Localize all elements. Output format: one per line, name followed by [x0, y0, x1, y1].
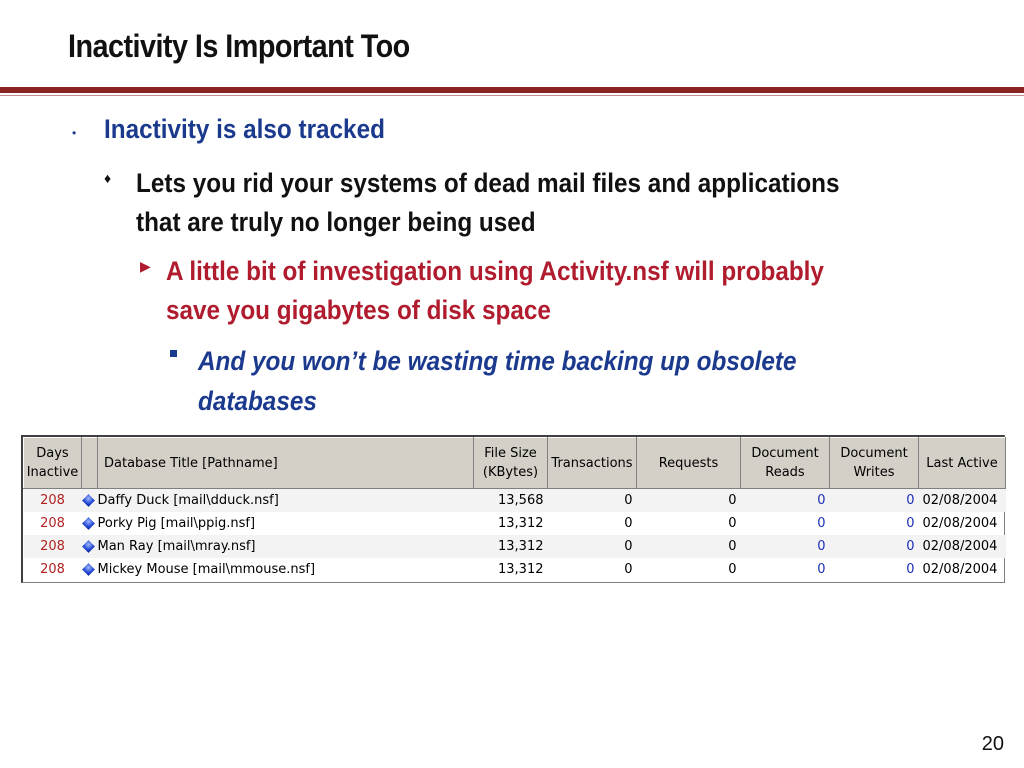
- bullet-level1: [104, 114, 416, 145]
- cell-file-size: 13,312: [498, 516, 544, 531]
- col-header-days-inactive[interactable]: [24, 438, 82, 489]
- cell-requests: 0: [637, 535, 741, 558]
- col-header-document-writes[interactable]: [830, 438, 919, 489]
- col-header-size-line2: (KBytes): [482, 465, 539, 480]
- cell-transactions: 0: [624, 516, 633, 531]
- cell-days-inactive: 208: [40, 562, 65, 577]
- cell-document-writes: 0: [830, 535, 919, 558]
- col-header-last-active[interactable]: Last Active: [919, 438, 1006, 489]
- cell-title-text: Porky Pig [mail\ppig.nsf]: [97, 516, 256, 531]
- cell-last-active: 02/08/2004: [922, 562, 998, 577]
- bullet-level2-line2: that are truly no longer being used: [136, 207, 536, 237]
- database-icon: [82, 517, 95, 530]
- col-header-days-line1: Days: [36, 446, 69, 461]
- bullet-level3-line1: A little bit of investigation using Activity.nsf will probably: [166, 256, 824, 286]
- table-row[interactable]: [24, 512, 1006, 535]
- cell-last-active: 02/08/2004: [919, 535, 1006, 558]
- col-header-database-title[interactable]: Database Title [Pathname]: [98, 438, 474, 489]
- cell-title-text: Mickey Mouse [mail\mmouse.nsf]: [97, 562, 316, 577]
- cell-file-size: 13,568: [474, 489, 548, 513]
- cell-document-reads: 0: [817, 516, 826, 531]
- bullet-marker-level4: [170, 350, 177, 357]
- cell-days-inactive: 208: [24, 535, 82, 558]
- cell-document-writes: 0: [906, 562, 915, 577]
- bullet-level2: [136, 164, 918, 242]
- cell-document-reads: 0: [741, 535, 830, 558]
- activity-grid: [23, 437, 1006, 581]
- table-row[interactable]: [24, 535, 1006, 558]
- bullet-level4-line1: And you won’t be wasting time backing up obsolete: [198, 346, 797, 376]
- cell-last-active: 02/08/2004: [922, 516, 998, 531]
- bullet-level4-line2: databases: [198, 386, 317, 416]
- col-header-days-line2: Inactive: [26, 465, 79, 480]
- database-activity-table: [21, 435, 1005, 583]
- bullet-level3-line2: save you gigabytes of disk space: [166, 295, 551, 325]
- cell-transactions: 0: [624, 562, 633, 577]
- col-header-writes-line2: Writes: [853, 465, 895, 480]
- col-header-reads-line1: Document: [751, 446, 819, 461]
- cell-requests: 0: [728, 516, 737, 531]
- col-header-requests[interactable]: Requests: [637, 438, 741, 489]
- bullet-level4: [198, 341, 863, 421]
- cell-database-title: [82, 489, 474, 513]
- cell-file-size: 13,312: [498, 562, 544, 577]
- cell-document-writes: 0: [830, 489, 919, 513]
- cell-database-title: [82, 512, 474, 535]
- page-number: 20: [981, 733, 1004, 755]
- database-icon: [82, 563, 95, 576]
- cell-database-title: [82, 558, 474, 581]
- col-header-icon[interactable]: [82, 438, 98, 489]
- col-header-transactions[interactable]: Transactions: [548, 438, 637, 489]
- database-icon: [82, 540, 95, 553]
- cell-requests: 0: [637, 489, 741, 513]
- title-rule: [0, 87, 1024, 93]
- col-header-file-size[interactable]: [474, 438, 548, 489]
- table-row[interactable]: [24, 558, 1006, 581]
- cell-days-inactive: 208: [40, 516, 65, 531]
- cell-database-title: [82, 535, 474, 558]
- table-row[interactable]: [24, 489, 1006, 513]
- title-rule-thin: [0, 95, 1024, 96]
- bullet-marker-level3: ▶: [140, 258, 151, 274]
- bullet-marker-level2: ♦: [104, 170, 112, 186]
- cell-transactions: 0: [548, 535, 637, 558]
- slide-title: Inactivity Is Important Too: [68, 28, 410, 64]
- col-header-writes-line1: Document: [840, 446, 908, 461]
- cell-document-reads: 0: [817, 562, 826, 577]
- cell-transactions: 0: [548, 489, 637, 513]
- cell-document-writes: 0: [906, 516, 915, 531]
- cell-file-size: 13,312: [474, 535, 548, 558]
- bullet-marker-level1: •: [72, 126, 77, 140]
- bullet-level1-text: Inactivity is also tracked: [104, 114, 385, 144]
- cell-document-reads: 0: [741, 489, 830, 513]
- bullet-level3: [166, 252, 897, 330]
- table-header-row: [24, 438, 1006, 489]
- database-icon: [82, 494, 95, 507]
- bullet-level2-line1: Lets you rid your systems of dead mail files and applications: [136, 168, 840, 198]
- cell-days-inactive: 208: [24, 489, 82, 513]
- col-header-size-line1: File Size: [484, 446, 537, 461]
- cell-title-text: Man Ray [mail\mray.nsf]: [97, 539, 256, 554]
- col-header-reads-line2: Reads: [765, 465, 805, 480]
- cell-last-active: 02/08/2004: [919, 489, 1006, 513]
- cell-title-text: Daffy Duck [mail\dduck.nsf]: [97, 493, 279, 508]
- cell-requests: 0: [728, 562, 737, 577]
- col-header-document-reads[interactable]: [741, 438, 830, 489]
